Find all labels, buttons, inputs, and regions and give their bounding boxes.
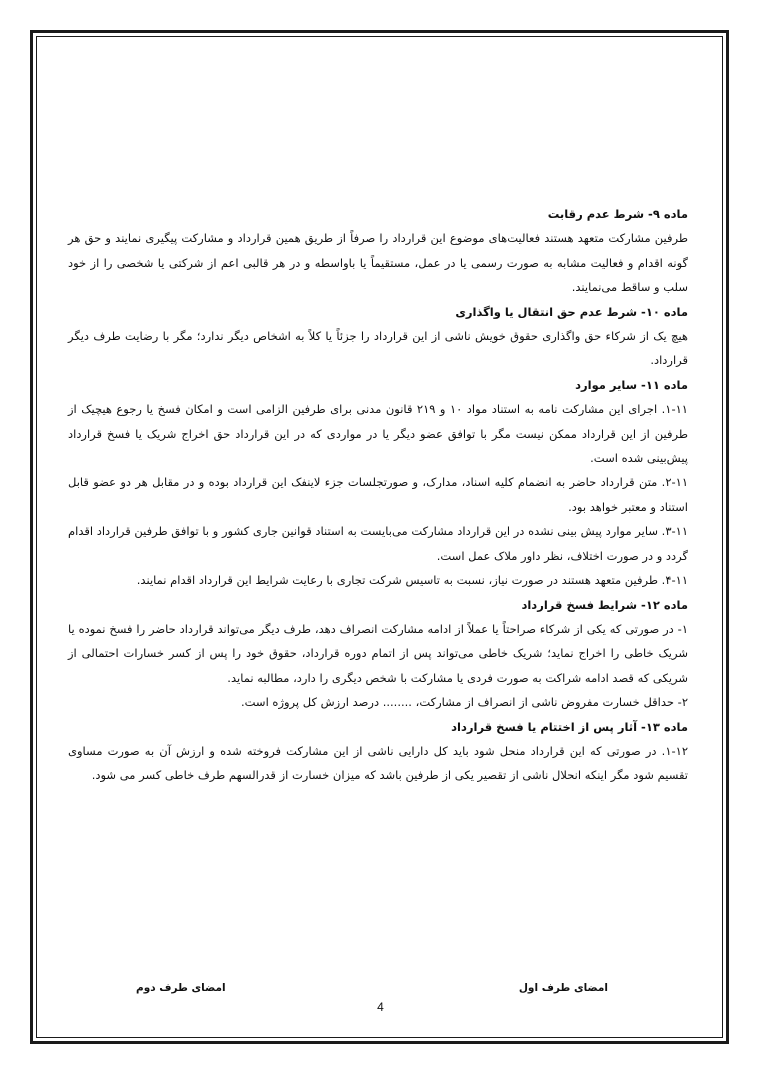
article-13-item-1: ۱-۱۲. در صورتی که این قرارداد منحل شود باید کل دارایی ناشی از این مشارکت فروخته شده و ارزش آن به صورت مساوی تقسیم شود مگر اینکه انحلال ناشی از تقصیر یکی از طرفین باشد که میزان خسارت از قدرالسهم طرف خاطی کسر می شود. xyxy=(68,743,688,783)
article-11-item-3: ۳-۱۱. سایر موارد پیش بینی نشده در این قرارداد مشارکت می‌بایست به استناد قوانین جاری کشور و با توافق طرفین قرارداد اقدام گردد و در صورت اختلاف، نظر داور ملاک عمل است. xyxy=(68,524,688,563)
article-9-heading: ماده ۹- شرط عدم رقابت xyxy=(547,207,688,221)
page-number: 4 xyxy=(377,1000,384,1014)
article-11-item-2: ۲-۱۱. متن قرارداد حاضر به انضمام کلیه اسناد، مدارک، و صورتجلسات جزء لاینفک این قرارداد بوده و در مقابل هر دو عضو قابل استناد و معتبر خواهد بود. xyxy=(68,475,688,514)
article-10-heading: ماده ۱۰- شرط عدم حق انتقال یا واگذاری xyxy=(455,304,688,319)
article-12-item-1: ۱- در صورتی که یکی از شرکاء صراحتاً یا عملاً از ادامه مشارکت انصراف دهد، طرف دیگر می‌تواند قرارداد حاضر را فسخ نموده یا شریک خاطی را اخراج نماید؛ شریک خاطی می‌تواند پس از اتمام دوره قرارداد، حقوق خود را پس از کسر خسارات احتمالی از شریکی که قصد ادامه شراکت به صورت فردی یا مشارکت با شخص دیگری را دارد، مطالبه نماید. xyxy=(68,621,688,685)
article-12-item-2: ۲- حداقل خسارت مفروض ناشی از انصراف از مشارکت، ........ درصد ارزش کل پروژه است. xyxy=(240,695,688,710)
article-11-heading: ماده ۱۱- سایر موارد xyxy=(575,377,688,392)
first-party-signature-label: امضای طرف اول xyxy=(518,982,608,994)
article-12-heading: ماده ۱۲- شرایط فسخ قرارداد xyxy=(521,597,688,612)
article-11-item-1: ۱-۱۱. اجرای این مشارکت نامه به استناد مواد ۱۰ و ۲۱۹ قانون مدنی برای طرفین الزامی است و امکان فسخ یا رجوع هیچیک از طرفین از این قرارداد ممکن نیست مگر با توافق عضو دیگر یا در مواردی که در این قرارداد حق اخراج شریک یا فسخ قرارداد پیش‌بینی شده است. xyxy=(68,402,688,466)
second-party-signature-label: امضای طرف دوم xyxy=(136,982,226,994)
document-body xyxy=(68,202,688,788)
article-13-heading: ماده ۱۳- آثار پس از اختتام یا فسخ قرارداد xyxy=(451,719,688,734)
article-9-text: طرفین مشارکت متعهد هستند فعالیت‌های موضوع این قرارداد را صرفاً از طریق همین قرارداد و مشارکت پیگیری نمایند و حق هر گونه اقدام و فعالیت مشابه به صورت رسمی یا در عمل، مستقیماً یا باواسطه و در هر قالبی اعم از شرکتی یا شخصی را از خود سلب و ساقط می‌نمایند. xyxy=(68,231,688,295)
article-10-text: هیچ یک از شرکاء حق واگذاری حقوق خویش ناشی از این قرارداد را جزئاً یا کلاً به اشخاص دیگر ندارد؛ مگر با رضایت طرف دیگر قرارداد. xyxy=(68,329,688,368)
article-11-item-4: ۴-۱۱. طرفین متعهد هستند در صورت نیاز، نسبت به تاسیس شرکت تجاری با رعایت شرایط این قرارداد اقدام نمایند. xyxy=(136,573,688,588)
signature-row xyxy=(68,982,688,1002)
